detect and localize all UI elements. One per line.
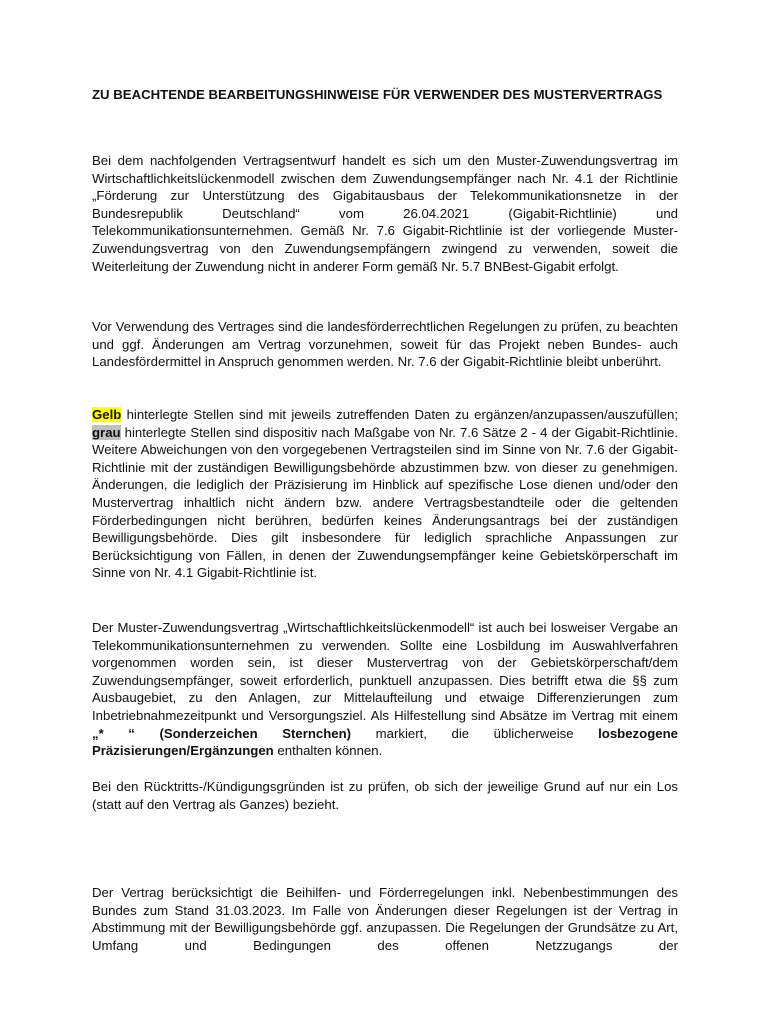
paragraph-text: hinterlegte Stellen sind mit jeweils zutreffenden Daten zu ergänzen/anzupassen/auszufüllen; — [121, 407, 678, 422]
paragraph-text: Der Muster-Zuwendungsvertrag „Wirtschaftlichkeitslückenmodell“ ist auch bei losweiser Vergabe an Telekommunikationsunternehmen zu verwenden. Sollte eine Losbildung im Auswahlverfahren vorgenommen worden sein, ist dieser Mustervertrag von der Gebietskörperschaft/dem Zuwendungsempfänger, soweit erforderlich, punktuell anzupassen. Dies betrifft etwa die §§ zum Ausbaugebiet, zu den Anlagen, zur Mittelaufteilung und etwaige Differenzierungen zum Inbetriebnahmezeitpunkt und Versorgungsziel. Als Hilfestellung sind Absätze im Vertrag mit einem — [92, 620, 678, 723]
lot-refinements-label: losbezogene Präzisierungen/Ergänzungen — [92, 725, 678, 759]
paragraph-state-rules: Vor Verwendung des Vertrages sind die landesförderrechtlichen Regelungen zu prüfen, zu beachten und ggf. Änderungen am Vertrag vorzunehmen, soweit für das Projekt neben Bundes- auch Landesfördermittel in Anspruch genommen werden. Nr. 7.6 der Gigabit-Richtlinie bleibt unberührt. — [92, 319, 678, 370]
paragraph-highlight-instructions — [92, 406, 678, 582]
paragraph-lot-award — [92, 619, 678, 760]
paragraph-text: markiert, die üblicherweise — [351, 725, 599, 741]
paragraph-text: enthalten können. — [273, 743, 383, 759]
page-heading: ZU BEACHTENDE BEARBEITUNGSHINWEISE FÜR VERWENDER DES MUSTERVERTRAGS — [92, 87, 663, 102]
asterisk-marker-label: „* “ (Sonderzeichen Sternchen) — [92, 725, 352, 741]
paragraph-text: hinterlegte Stellen sind dispositiv nach Maßgabe von Nr. 7.6 Sätze 2 - 4 der Gigabit-Richtlinie. Weitere Abweichungen von den vorgegebenen Vertragsteilen sind im Sinne von Nr. 7.6 der Gigabit-Richtlinie mit der zuständigen Bewilligungsbehörde abzustimmen bzw. von dieser zu genehmigen. Änderungen, die lediglich der Präzisierung im Hinblick auf spezifische Lose dienen und/oder den Mustervertrag inhaltlich nicht ändern bzw. andere Vertragsbestandteile oder die geltenden Förderbedingungen nicht berühren, bedürfen keines Änderungsantrags bei der zuständigen Bewilligungsbehörde. Dies gilt insbesondere für lediglich sprachliche Anpassungen zur Berücksichtigung von Fällen, in denen der Zuwendungsempfänger keine Gebietskörperschaft im Sinne von Nr. 4.1 Gigabit-Richtlinie ist. — [92, 424, 678, 581]
grey-highlight-label: grau — [92, 424, 121, 440]
paragraph-aid-rules: Der Vertrag berücksichtigt die Beihilfen- und Förderregelungen inkl. Nebenbestimmungen des Bundes zum Stand 31.03.2023. Im Falle von Änderungen dieser Regelungen ist der Vertrag in Abstimmung mit der Bewilligungsbehörde ggf. anzupassen. Die Regelungen der Grundsätze zu Art, Umfang und Bedingungen des offenen Netzzugangs der — [92, 885, 678, 953]
paragraph-intro: Bei dem nachfolgenden Vertragsentwurf handelt es sich um den Muster-Zuwendungsvertrag im Wirtschaftlichkeitslückenmodell zwischen dem Zuwendungsempfänger nach Nr. 4.1 der Richtlinie „Förderung zur Unterstützung des Gigabitausbaus der Telekommunikationsnetze in der Bundesrepublik Deutschland“ vom 26.04.2021 (Gigabit-Richtlinie) und Telekommunikationsunternehmen. Gemäß Nr. 7.6 Gigabit-Richtlinie ist der vorliegende Muster-Zuwendungsvertrag von den Zuwendungsempfängern zwingend zu verwenden, soweit die Weiterleitung der Zuwendung nicht in anderer Form gemäß Nr. 5.7 BNBest-Gigabit erfolgt. — [92, 153, 678, 274]
yellow-highlight-label: Gelb — [92, 407, 122, 422]
paragraph-withdrawal: Bei den Rücktritts-/Kündigungsgründen ist zu prüfen, ob sich der jeweilige Grund auf nur ein Los (statt auf den Vertrag als Ganzes) bezieht. — [92, 779, 678, 812]
